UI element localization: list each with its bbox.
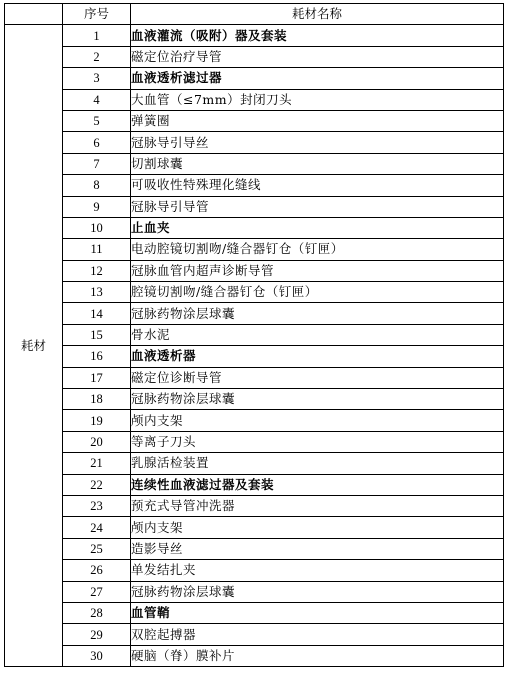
table-row: [5, 25, 504, 46]
table-body: [5, 25, 504, 667]
row-name: 止血夹: [131, 217, 504, 238]
row-number: 3: [63, 68, 131, 89]
row-name: 双腔起搏器: [131, 624, 504, 645]
row-name: 血液透析滤过器: [131, 68, 504, 89]
row-number: 20: [63, 431, 131, 452]
row-name: 血液灌流（吸附）器及套装: [131, 25, 504, 46]
row-name: 可吸收性特殊理化缝线: [131, 175, 504, 196]
table-row: [5, 68, 504, 89]
row-name: 血管鞘: [131, 602, 504, 623]
row-number: 8: [63, 175, 131, 196]
row-number: 16: [63, 346, 131, 367]
row-name: 电动腔镜切割吻/缝合器钉仓（钉匣）: [131, 239, 504, 260]
row-number: 19: [63, 410, 131, 431]
table-row: [5, 474, 504, 495]
table-row: [5, 303, 504, 324]
row-name: 腔镜切割吻/缝合器钉仓（钉匣）: [131, 282, 504, 303]
row-number: 1: [63, 25, 131, 46]
table-row: [5, 217, 504, 238]
row-number: 7: [63, 153, 131, 174]
table-row: [5, 46, 504, 67]
row-name: 大血管（≤7mm）封闭刀头: [131, 89, 504, 110]
row-name: 冠脉药物涂层球囊: [131, 389, 504, 410]
row-name: 颅内支架: [131, 410, 504, 431]
row-name: 等离子刀头: [131, 431, 504, 452]
table-row: [5, 324, 504, 345]
row-number: 27: [63, 581, 131, 602]
table-row: [5, 110, 504, 131]
table-row: [5, 389, 504, 410]
table-row: [5, 410, 504, 431]
row-name: 预充式导管冲洗器: [131, 495, 504, 516]
header-name: 耗材名称: [131, 4, 504, 25]
table-row: [5, 282, 504, 303]
table-row: [5, 239, 504, 260]
consumables-table: [4, 3, 504, 667]
table-row: [5, 560, 504, 581]
header-blank: [5, 4, 63, 25]
row-name: 血液透析器: [131, 346, 504, 367]
row-number: 18: [63, 389, 131, 410]
row-number: 9: [63, 196, 131, 217]
row-number: 12: [63, 260, 131, 281]
table-row: [5, 153, 504, 174]
table-row: [5, 602, 504, 623]
row-name: 骨水泥: [131, 324, 504, 345]
row-number: 25: [63, 538, 131, 559]
table-row: [5, 89, 504, 110]
row-number: 5: [63, 110, 131, 131]
table-row: [5, 624, 504, 645]
row-number: 29: [63, 624, 131, 645]
table-row: [5, 367, 504, 388]
table-row: [5, 517, 504, 538]
row-name: 弹簧圈: [131, 110, 504, 131]
table-row: [5, 431, 504, 452]
row-name: 冠脉药物涂层球囊: [131, 303, 504, 324]
row-name: 冠脉导引导管: [131, 196, 504, 217]
table-row: [5, 346, 504, 367]
row-number: 26: [63, 560, 131, 581]
table-row: [5, 196, 504, 217]
row-number: 30: [63, 645, 131, 666]
header-number: 序号: [63, 4, 131, 25]
row-name: 造影导丝: [131, 538, 504, 559]
table-row: [5, 495, 504, 516]
row-number: 13: [63, 282, 131, 303]
row-number: 21: [63, 453, 131, 474]
row-name: 硬脑（脊）膜补片: [131, 645, 504, 666]
row-name: 冠脉药物涂层球囊: [131, 581, 504, 602]
table-header-row: [5, 4, 504, 25]
row-name: 单发结扎夹: [131, 560, 504, 581]
row-name: 颅内支架: [131, 517, 504, 538]
row-number: 2: [63, 46, 131, 67]
row-number: 6: [63, 132, 131, 153]
table-row: [5, 538, 504, 559]
row-number: 28: [63, 602, 131, 623]
row-number: 22: [63, 474, 131, 495]
row-name: 切割球囊: [131, 153, 504, 174]
row-name: 冠脉血管内超声诊断导管: [131, 260, 504, 281]
row-number: 15: [63, 324, 131, 345]
row-number: 17: [63, 367, 131, 388]
table-row: [5, 260, 504, 281]
table-row: [5, 453, 504, 474]
row-number: 23: [63, 495, 131, 516]
row-number: 14: [63, 303, 131, 324]
row-name: 磁定位治疗导管: [131, 46, 504, 67]
table-row: [5, 132, 504, 153]
row-name: 磁定位诊断导管: [131, 367, 504, 388]
category-cell: 耗材: [5, 25, 63, 667]
row-name: 乳腺活检装置: [131, 453, 504, 474]
row-name: 冠脉导引导丝: [131, 132, 504, 153]
row-name: 连续性血液滤过器及套装: [131, 474, 504, 495]
table-row: [5, 581, 504, 602]
row-number: 11: [63, 239, 131, 260]
row-number: 24: [63, 517, 131, 538]
table-row: [5, 645, 504, 666]
row-number: 4: [63, 89, 131, 110]
table-row: [5, 175, 504, 196]
row-number: 10: [63, 217, 131, 238]
